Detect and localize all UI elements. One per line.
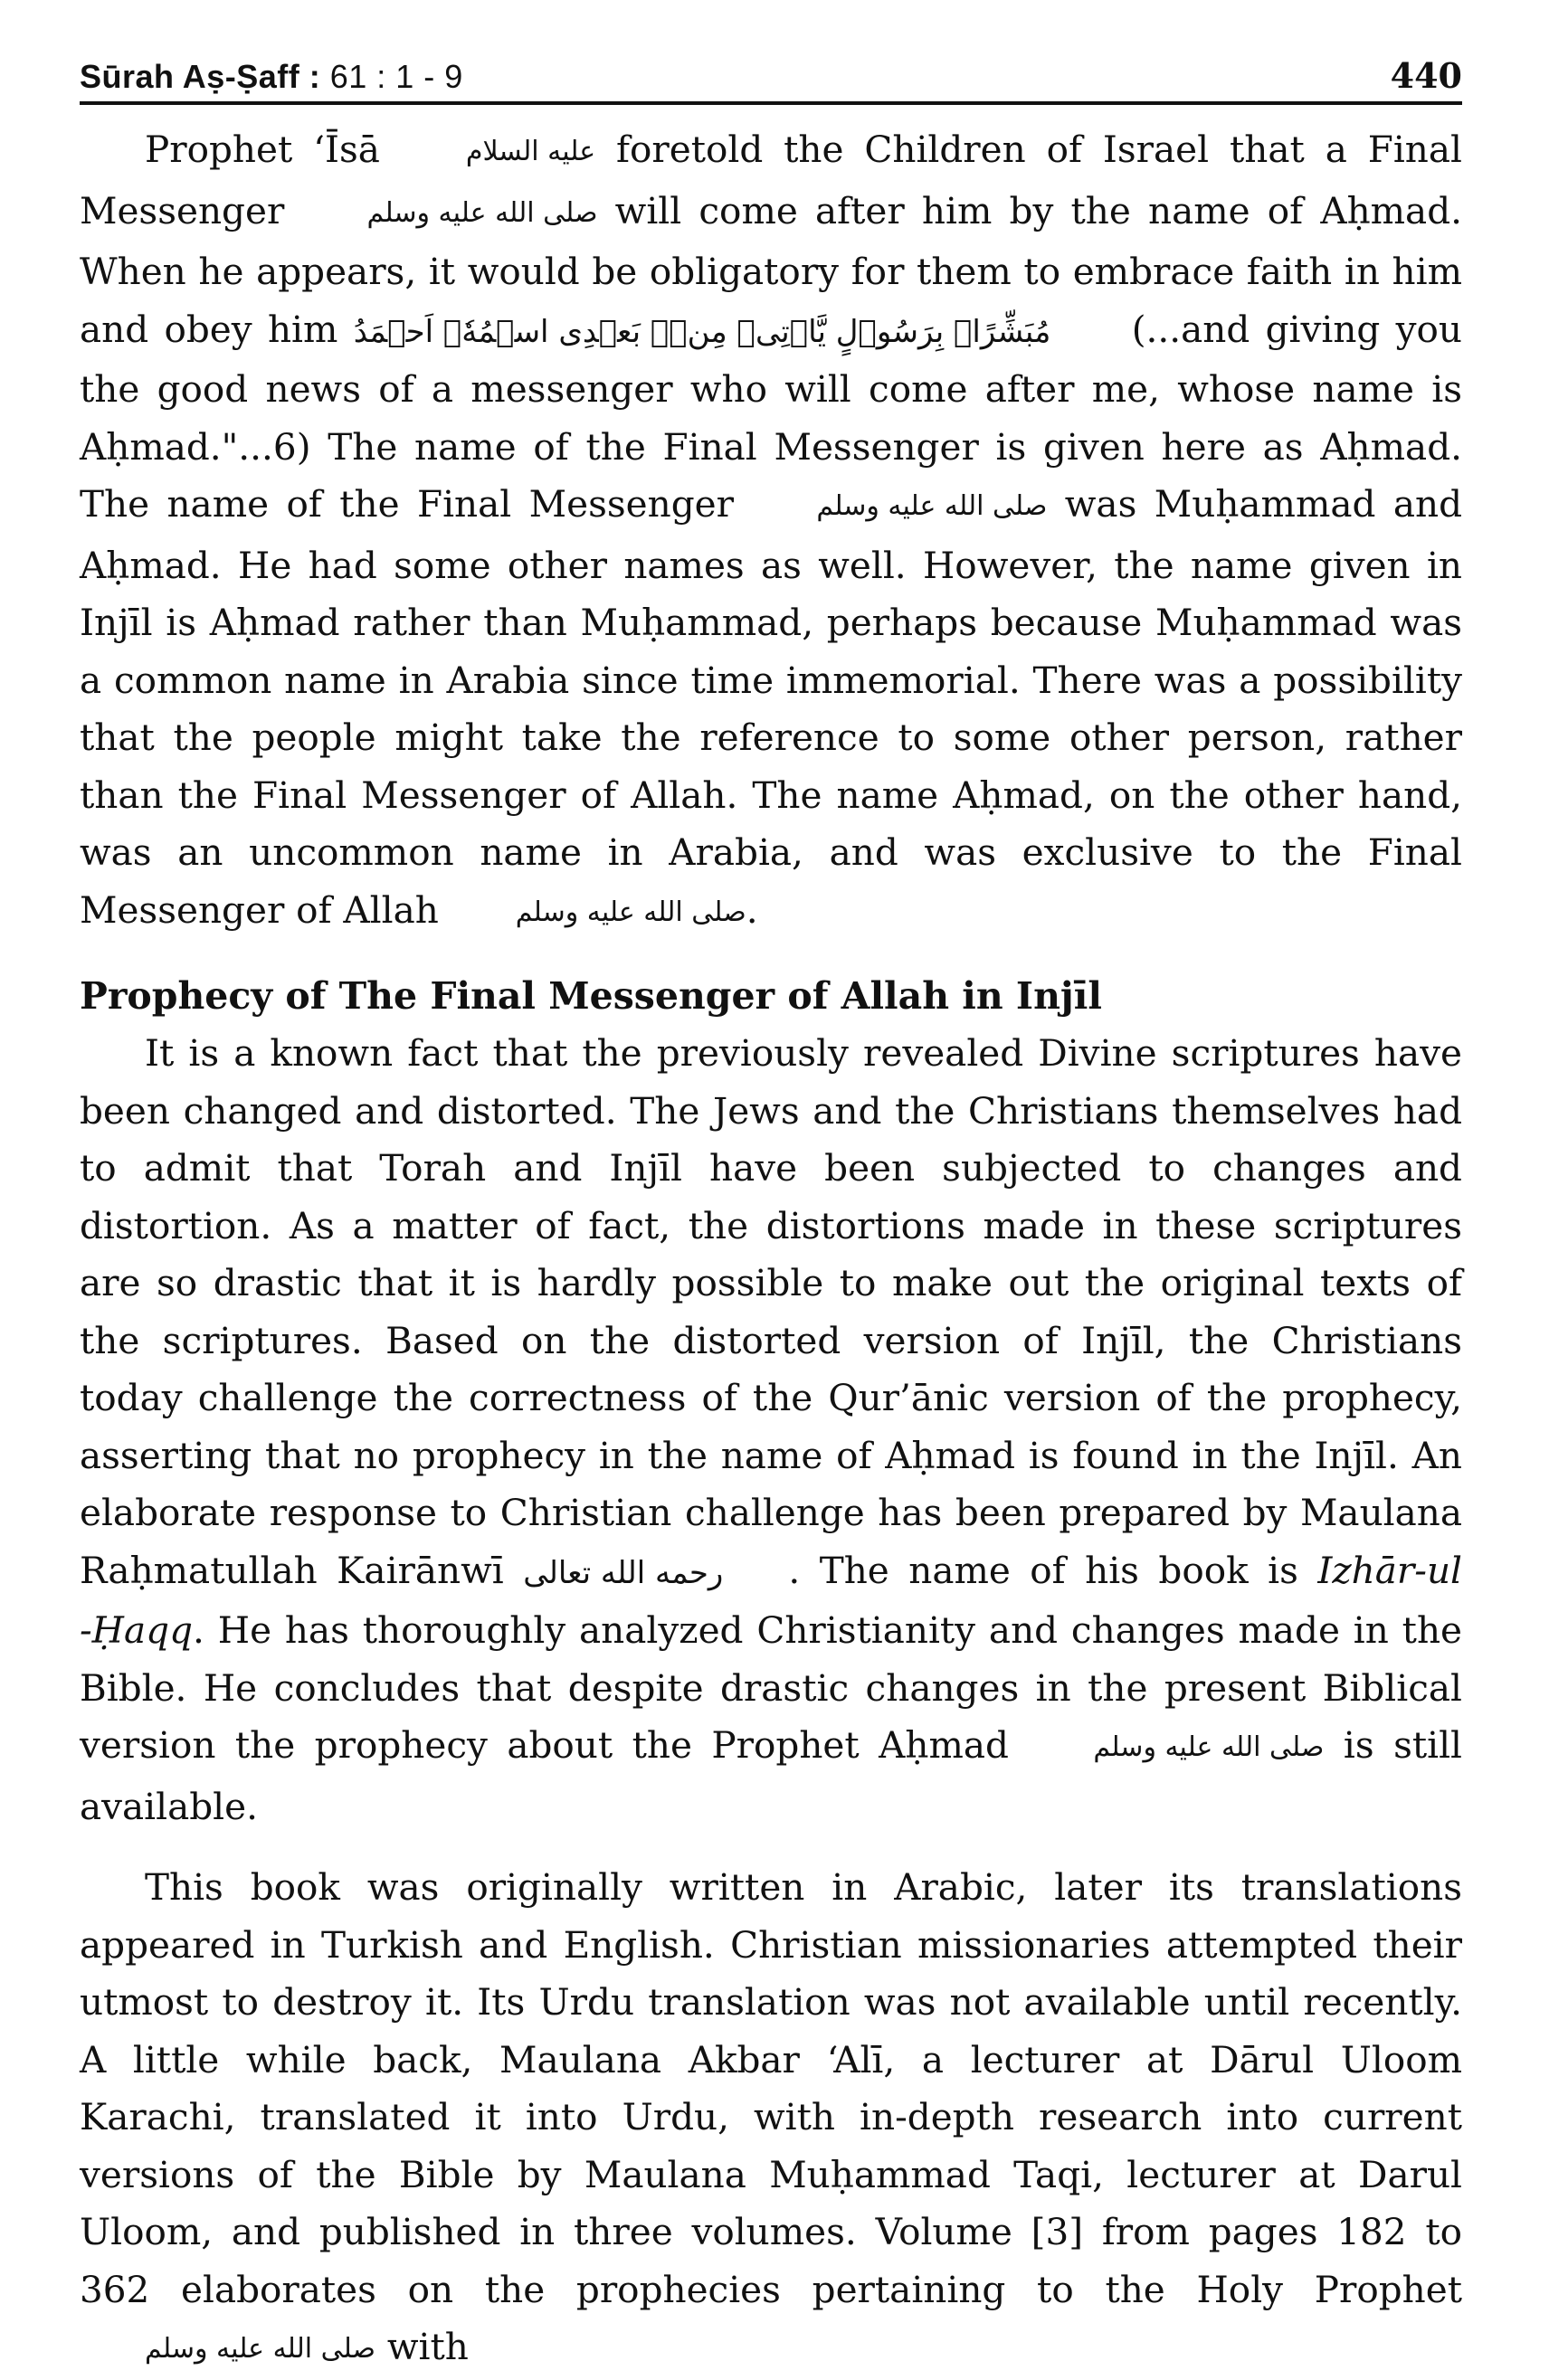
text-run: was Muḥammad and Aḥmad. He had some other names as well. However, the name given in Injīl is Aḥmad rather than Muḥammad, perhaps because Muḥammad was a common name in Arabia since time immemorial. There was a possibility that the people might take the reference to some other person, rather than the Final Messenger of Allah. The name Aḥmad, on the other hand, was an uncommon name in Arabia, and was exclusive to the Final Messenger of Allah xyxy=(80,482,1462,932)
salla-allahu-honorific-glyph: صلى الله عليه وسلم xyxy=(366,196,598,229)
salla-allahu-honorific-glyph: صلى الله عليه وسلم xyxy=(816,490,1048,522)
text-run: (...and giving you the good news of a messenger who will come after me, whose name is Aḥmad."...6) The name of the Final Messenger is given here as Aḥmad. The name of the Final Messenger xyxy=(80,307,1462,526)
page-number: 440 xyxy=(1390,55,1462,96)
text-run: with xyxy=(375,2325,469,2368)
paragraph-injil-prophecy xyxy=(80,1025,1462,1835)
alaihis-salam-honorific-glyph: عليه السلام xyxy=(465,136,596,167)
running-head xyxy=(80,58,463,101)
text-run: It is a known fact that the previously revealed Divine scriptures have been changed and distorted. The Jews and the Christians themselves had to admit that Torah and Injīl have been subjected to changes and distortion. As a matter of fact, the distortions made in these scriptures are so drastic that it is hardly possible to make out the original texts of the scriptures. Based on the distorted version of Injīl, the Christians today challenge the correctness of the Qur’ānic version of the prophecy, asserting that no prophecy in the name of Aḥmad is found in the Injīl. An elaborate response to Christian challenge has been prepared by Maulana Raḥmatullah Kairānwī xyxy=(80,1031,1462,1592)
surah-title: Sūrah Aṣ-Ṣaff : xyxy=(80,58,321,95)
salla-allahu-honorific-glyph: صلى الله عليه وسلم xyxy=(145,2333,375,2365)
verse-reference: 61 : 1 - 9 xyxy=(329,58,463,95)
paragraph-ahmad-name xyxy=(80,121,1462,943)
text-run: is still available. xyxy=(80,1723,1462,1828)
text-run: . xyxy=(746,887,758,932)
text-run: Prophet ‘Īsā xyxy=(145,128,401,171)
paragraph-book-history xyxy=(80,1859,1462,2380)
salla-allahu-honorific-glyph: صلى الله عليه وسلم xyxy=(515,896,746,928)
salla-allahu-honorific-glyph: صلى الله عليه وسلم xyxy=(1093,1731,1325,1763)
arabic-blessing: رحمه الله تعالى xyxy=(523,1554,724,1591)
book-page xyxy=(80,36,1462,2380)
section-heading: Prophecy of The Final Messenger of Allah in Injīl xyxy=(80,974,1102,1018)
text-run: foretold the Children of Israel that a Final Messenger xyxy=(80,128,1462,232)
body-text xyxy=(80,121,1462,2380)
page-header xyxy=(80,36,1462,105)
text-run: . He has thoroughly analyzed Christianity and changes made in the Bible. He concludes that despite drastic changes in the present Biblical version the prophecy about the Prophet Aḥmad xyxy=(80,1608,1462,1767)
text-run: This book was originally written in Arabic, later its translations appeared in Turkish and English. Christian missionaries attempted their utmost to destroy it. Its Urdu translation was not available until recently. A little while back, Maulana Akbar ‘Alī, a lecturer at Dārul Uloom Karachi, translated it into Urdu, with in-depth research into current versions of the Bible by Maulana Muḥammad Taqi, lecturer at Darul Uloom, and published in three volumes. Volume [3] from pages 182 to 362 elaborates on the prophecies pertaining to the Holy Prophet xyxy=(80,1865,1462,2311)
arabic-quran-verse: مُبَشِّرًاۢ بِرَسُوۡلٍ يَّاۡتِىۡ مِنۡۢ بَعۡدِى اسۡمُهٗۤ اَحۡمَدُ xyxy=(353,313,1051,350)
text-run: will come after him by the name of Aḥmad. When he appears, it would be obligatory for them to embrace faith in him and obey him xyxy=(80,188,1463,351)
book-title: Izhār-ul -Ḥaqq xyxy=(80,1548,1462,1652)
text-run: . The name of his book is xyxy=(788,1548,1318,1592)
